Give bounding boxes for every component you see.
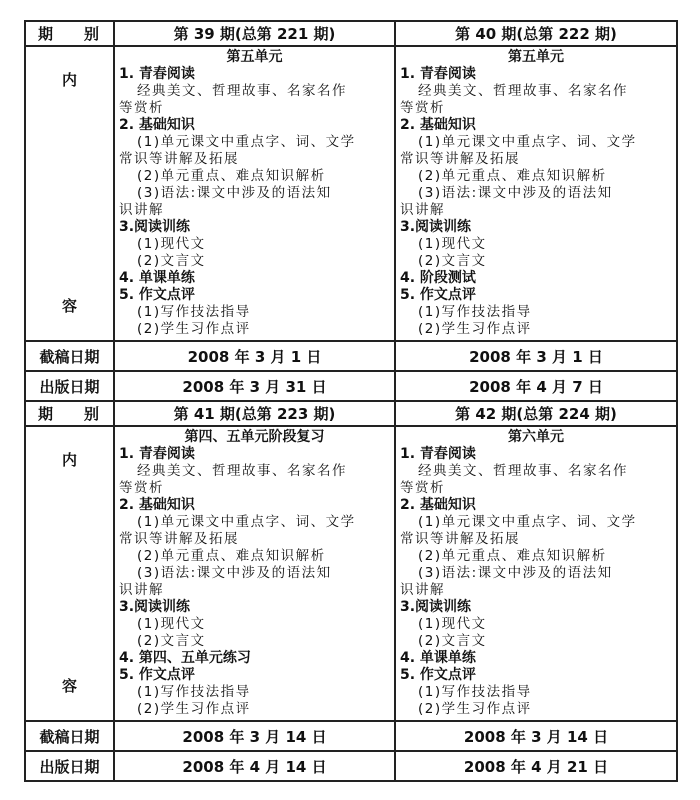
section-title: 3.阅读训练 <box>400 599 472 615</box>
issue-content <box>114 46 395 341</box>
section-line: (1)现代文 <box>137 236 206 252</box>
section-title: 4. 阶段测试 <box>400 270 476 286</box>
section-title: 4. 单课单练 <box>119 270 195 286</box>
deadline-row <box>25 341 677 371</box>
deadline-date: 2008 年 3 月 14 日 <box>114 721 395 751</box>
period-row <box>25 21 677 46</box>
section-title: 3.阅读训练 <box>119 219 191 235</box>
content-label-char: 内 <box>61 451 77 469</box>
publish-row <box>25 371 677 401</box>
content-label <box>25 46 114 341</box>
content-label-char: 容 <box>61 297 77 315</box>
section-line: 经典美文、哲理故事、名家名作 <box>418 83 628 99</box>
section-line: 识讲解 <box>400 202 445 218</box>
section-line: (2)单元重点、难点知识解析 <box>137 168 326 184</box>
deadline-date: 2008 年 3 月 1 日 <box>114 341 395 371</box>
section-line: (1)单元课文中重点字、词、文学 <box>137 514 356 530</box>
section-line: (1)写作技法指导 <box>418 684 532 700</box>
section-line: 等赏析 <box>119 100 164 116</box>
section-line: (2)单元重点、难点知识解析 <box>137 548 326 564</box>
section-line: (2)学生习作点评 <box>418 701 532 717</box>
period-label <box>25 401 114 426</box>
deadline-row <box>25 721 677 751</box>
section-line: (2)单元重点、难点知识解析 <box>418 548 607 564</box>
section-line: (1)写作技法指导 <box>418 304 532 320</box>
content-row <box>25 426 677 721</box>
section-line: (2)学生习作点评 <box>137 321 251 337</box>
section-title: 2. 基础知识 <box>119 497 195 513</box>
section-line: (3)语法:课文中涉及的语法知 <box>418 565 613 581</box>
section-line: (1)现代文 <box>137 616 206 632</box>
section-title: 5. 作文点评 <box>119 287 195 303</box>
section-line: (2)文言文 <box>137 633 206 649</box>
issue-content <box>395 46 677 341</box>
content-row <box>25 46 677 341</box>
unit-title: 第六单元 <box>508 429 564 445</box>
section-line: (1)单元课文中重点字、词、文学 <box>137 134 356 150</box>
section-title: 1. 青春阅读 <box>119 66 195 82</box>
section-line: 等赏析 <box>400 100 445 116</box>
issue-header: 第 42 期(总第 224 期) <box>395 401 677 426</box>
section-line: (1)写作技法指导 <box>137 304 251 320</box>
section-line: 经典美文、哲理故事、名家名作 <box>137 463 347 479</box>
section-title: 1. 青春阅读 <box>400 446 476 462</box>
period-label-text <box>26 403 113 424</box>
section-line: 经典美文、哲理故事、名家名作 <box>418 463 628 479</box>
period-label <box>25 21 114 46</box>
publish-label: 出版日期 <box>25 751 114 781</box>
period-row <box>25 401 677 426</box>
section-line: 识讲解 <box>119 202 164 218</box>
issue-header: 第 39 期(总第 221 期) <box>114 21 395 46</box>
period-label-char: 别 <box>83 25 99 43</box>
section-title: 1. 青春阅读 <box>119 446 195 462</box>
deadline-date: 2008 年 3 月 1 日 <box>395 341 677 371</box>
section-line: (1)单元课文中重点字、词、文学 <box>418 514 637 530</box>
unit-title: 第五单元 <box>226 49 283 65</box>
publish-date: 2008 年 4 月 21 日 <box>395 751 677 781</box>
section-title: 4. 单课单练 <box>400 650 476 666</box>
section-line: (1)现代文 <box>418 616 487 632</box>
section-line: 等赏析 <box>119 480 164 496</box>
section-line: (2)学生习作点评 <box>137 701 251 717</box>
section-line: (2)学生习作点评 <box>418 321 532 337</box>
publish-label: 出版日期 <box>25 371 114 401</box>
section-line: 常识等讲解及拓展 <box>400 151 520 167</box>
content-label-char: 内 <box>61 71 77 89</box>
section-title: 5. 作文点评 <box>400 667 476 683</box>
unit-title: 第五单元 <box>508 49 564 65</box>
issue-content <box>114 426 395 721</box>
section-line: (2)单元重点、难点知识解析 <box>418 168 607 184</box>
section-title: 5. 作文点评 <box>119 667 195 683</box>
section-title: 2. 基础知识 <box>119 117 195 133</box>
period-label-char: 期 <box>38 405 54 423</box>
deadline-label: 截稿日期 <box>25 721 114 751</box>
section-line: (3)语法:课文中涉及的语法知 <box>137 185 332 201</box>
section-line: 经典美文、哲理故事、名家名作 <box>137 83 347 99</box>
content-label-char: 容 <box>61 677 77 695</box>
section-line: 识讲解 <box>400 582 445 598</box>
publish-date: 2008 年 4 月 7 日 <box>395 371 677 401</box>
section-line: (2)文言文 <box>418 253 487 269</box>
issue-header: 第 40 期(总第 222 期) <box>395 21 677 46</box>
section-line: 识讲解 <box>119 582 164 598</box>
period-label-text <box>26 23 113 44</box>
period-label-char: 别 <box>83 405 99 423</box>
content-label <box>25 426 114 721</box>
publish-date: 2008 年 4 月 14 日 <box>114 751 395 781</box>
section-line: 常识等讲解及拓展 <box>119 531 239 547</box>
section-title: 5. 作文点评 <box>400 287 476 303</box>
schedule-body <box>25 21 677 781</box>
issue-content <box>395 426 677 721</box>
period-label-char: 期 <box>38 25 54 43</box>
deadline-date: 2008 年 3 月 14 日 <box>395 721 677 751</box>
section-line: (1)写作技法指导 <box>137 684 251 700</box>
section-line: (1)现代文 <box>418 236 487 252</box>
section-title: 4. 第四、五单元练习 <box>119 650 251 666</box>
schedule-table <box>24 20 678 782</box>
publish-row <box>25 751 677 781</box>
section-line: (3)语法:课文中涉及的语法知 <box>418 185 613 201</box>
section-line: (2)文言文 <box>137 253 206 269</box>
publish-date: 2008 年 3 月 31 日 <box>114 371 395 401</box>
section-line: (2)文言文 <box>418 633 487 649</box>
section-title: 3.阅读训练 <box>119 599 191 615</box>
section-title: 2. 基础知识 <box>400 497 476 513</box>
section-title: 1. 青春阅读 <box>400 66 476 82</box>
section-title: 3.阅读训练 <box>400 219 472 235</box>
deadline-label: 截稿日期 <box>25 341 114 371</box>
section-title: 2. 基础知识 <box>400 117 476 133</box>
section-line: (1)单元课文中重点字、词、文学 <box>418 134 637 150</box>
section-line: 常识等讲解及拓展 <box>119 151 239 167</box>
issue-header: 第 41 期(总第 223 期) <box>114 401 395 426</box>
section-line: 等赏析 <box>400 480 445 496</box>
section-line: (3)语法:课文中涉及的语法知 <box>137 565 332 581</box>
section-line: 常识等讲解及拓展 <box>400 531 520 547</box>
unit-title: 第四、五单元阶段复习 <box>184 429 325 445</box>
